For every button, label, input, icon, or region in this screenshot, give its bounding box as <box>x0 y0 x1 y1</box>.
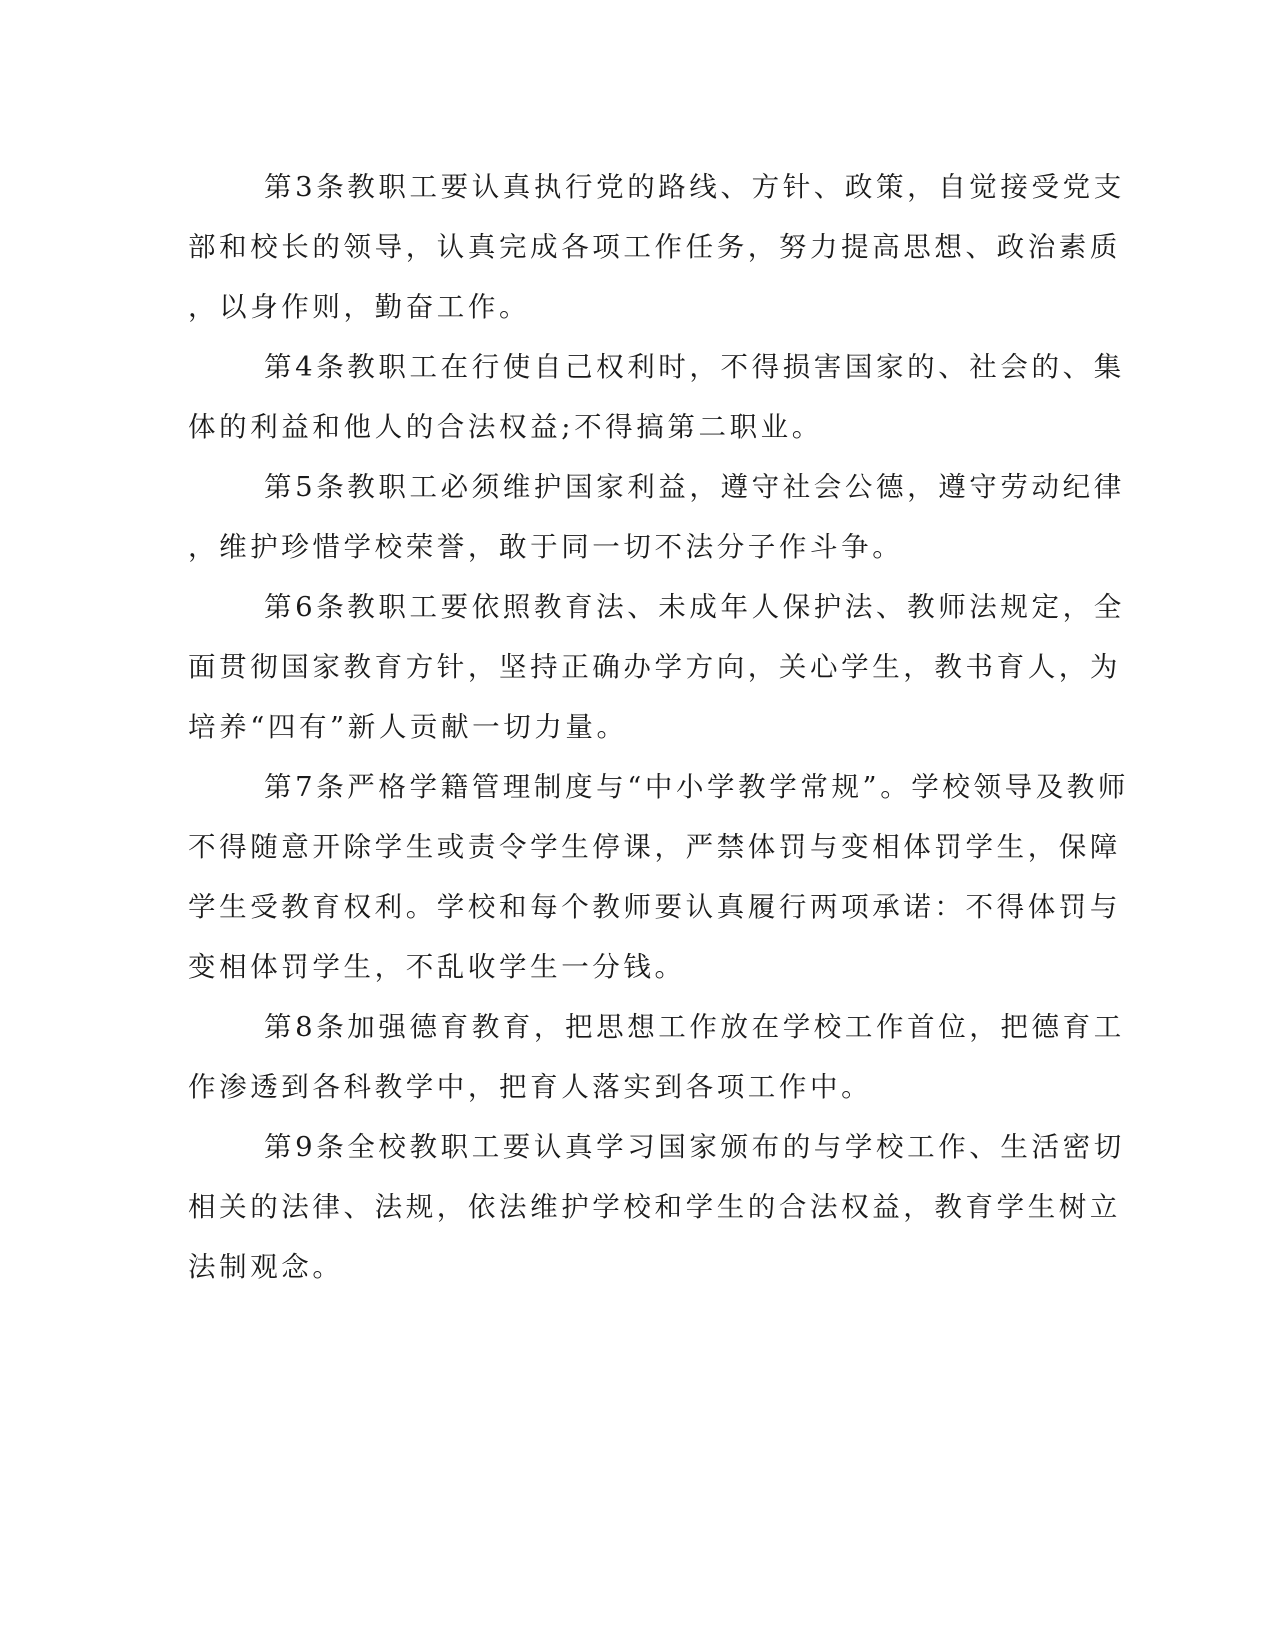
paragraph-line: 面贯彻国家教育方针，坚持正确办学方向，关心学生，教书育人，为 <box>188 651 1121 683</box>
article-5-paragraph <box>188 457 1125 577</box>
article-6-paragraph <box>188 577 1125 757</box>
paragraph-line: ，维护珍惜学校荣誉，敢于同一切不法分子作斗争。 <box>188 531 904 563</box>
paragraph-line: 第5条教职工必须维护国家利益，遵守社会公德，遵守劳动纪律 <box>264 471 1125 503</box>
article-4-paragraph <box>188 337 1125 457</box>
paragraph-line: 第7条严格学籍管理制度与“中小学教学常规”。学校领导及教师 <box>264 771 1130 803</box>
paragraph-line: 第9条全校教职工要认真学习国家颁布的与学校工作、生活密切 <box>264 1131 1125 1163</box>
paragraph-line: 变相体罚学生，不乱收学生一分钱。 <box>188 951 686 983</box>
paragraph-line: 不得随意开除学生或责令学生停课，严禁体罚与变相体罚学生，保障 <box>188 831 1121 863</box>
paragraph-line: 第6条教职工要依照教育法、未成年人保护法、教师法规定，全 <box>264 591 1125 623</box>
paragraph-line: 培养“四有”新人贡献一切力量。 <box>188 711 628 743</box>
paragraph-line: 法制观念。 <box>188 1251 344 1283</box>
paragraph-line: 体的利益和他人的合法权益;不得搞第二职业。 <box>188 411 823 443</box>
paragraph-line: ，以身作则，勤奋工作。 <box>188 291 531 323</box>
paragraph-line: 学生受教育权利。学校和每个教师要认真履行两项承诺：不得体罚与 <box>188 891 1121 923</box>
paragraph-line: 第8条加强德育教育，把思想工作放在学校工作首位，把德育工 <box>264 1011 1125 1043</box>
article-9-paragraph <box>188 1117 1125 1297</box>
paragraph-line: 第3条教职工要认真执行党的路线、方针、政策，自觉接受党支 <box>264 171 1125 203</box>
paragraph-line: 作渗透到各科教学中，把育人落实到各项工作中。 <box>188 1071 873 1103</box>
article-3-paragraph <box>188 157 1125 337</box>
paragraph-line: 部和校长的领导，认真完成各项工作任务，努力提高思想、政治素质 <box>188 231 1121 263</box>
article-7-paragraph <box>188 757 1130 997</box>
article-8-paragraph <box>188 997 1125 1117</box>
paragraph-line: 第4条教职工在行使自己权利时，不得损害国家的、社会的、集 <box>264 351 1125 383</box>
paragraph-line: 相关的法律、法规，依法维护学校和学生的合法权益，教育学生树立 <box>188 1191 1121 1223</box>
document-body <box>188 157 1130 1297</box>
